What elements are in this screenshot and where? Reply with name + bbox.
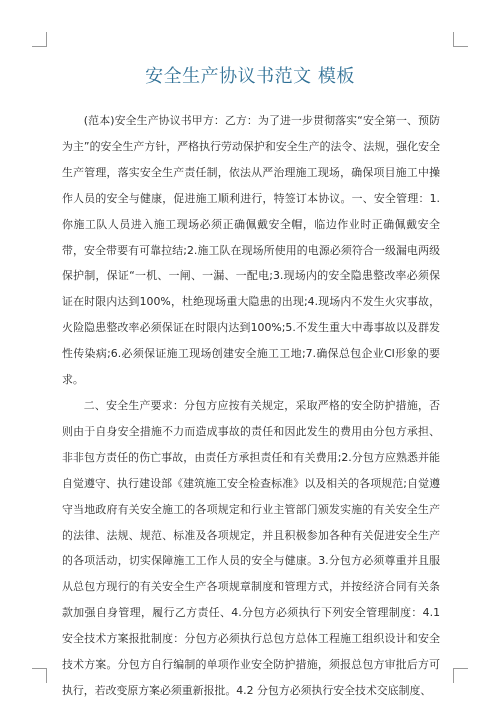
crop-mark-top-right [453,32,468,47]
paragraph-1: (范本)安全生产协议书甲方：乙方：为了进一步贯彻落实“安全第一、预防为主”的安全生产方针，严格执行劳动保护和安全生产的法令、法规，强化安全生产管理，落实安全生产责任制，依法从严治理施工现场，确保项目施工中操作人员的安全与健康，促进施工顺利进行，特签订本协议。一、安全管理：1.你施工队人员进入施工现场必须正确佩戴安全帽，临边作业时正确佩戴安全带，安全带要有可靠拉结;2.施工队在现场所使用的电源必须符合一级漏电两级保护制，保证“一机、一闸、一漏、一配电;3.现场内的安全隐患整改率必须保证在时限内达到100%，杜绝现场重大隐患的出现;4.现场内不发生火灾事故，火险隐患整改率必须保证在时限内达到100%;5.不发生重大中毒事故以及群发性传染病;6.必须保证施工现场创建安全施工工地;7.确保总包企业CI形象的要求。 [62,114,440,387]
crop-mark-top-left [32,32,47,47]
crop-mark-bottom-left [32,668,47,683]
document-body [62,108,440,704]
document-title: 安全生产协议书范文 模板 [145,66,355,87]
paragraph-2: 二、安全生产要求：分包方应按有关规定，采取严格的安全防护措施，否则由于自身安全措施不力而造成事故的责任和因此发生的费用由分包方承担、非非包方责任的伤亡事故，由责任方承担责任和有关费用;2.分包方应熟悉并能自觉遵守、执行建设部《建筑施工安全检查标准》以及相关的各项规范;自觉遵守当地政府有关安全施工的各项规定和行业主管部门颁发实施的有关安全生产的法律、法规、规范、标准及各项规定，并且积极参加各种有关促进安全生产的各项活动，切实保障施工工作人员的安全与健康。3.分包方必须尊重并且服从总包方现行的有关安全生产各项规章制度和管理方式，并按经济合同有关条款加强自身管理，履行乙方责任、4.分包方必须执行下列安全管理制度：4.1 安全技术方案报批制度：分包方必须执行总包方总体工程施工组织设计和安全技术方案。分包方自行编制的单项作业安全防护措施，须报总包方审批后方可执行，若改变原方案必须重新报批。4.2 分包方必须执行安全技术交底制度、 [62,398,440,697]
crop-mark-bottom-right [453,668,468,683]
